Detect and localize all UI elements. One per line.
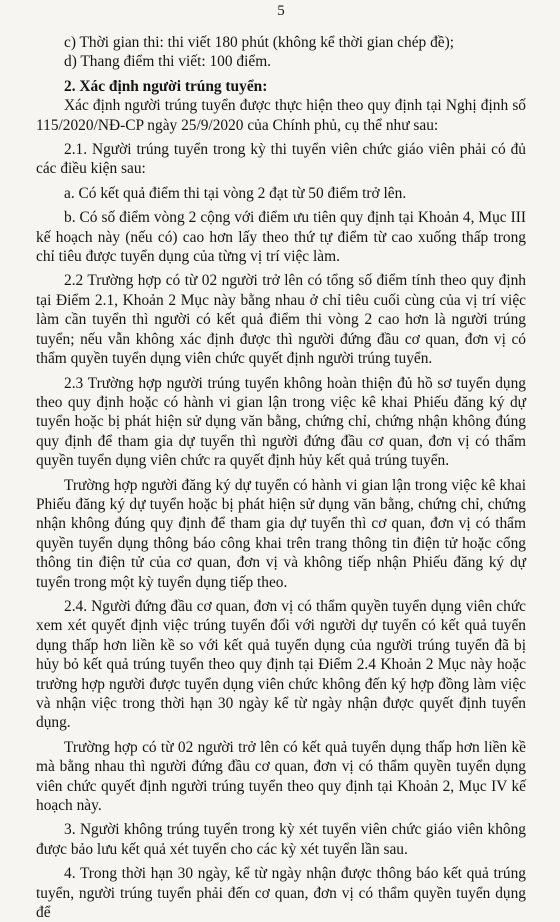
paragraph-2-1-a: a. Có kết quả điểm thi tại vòng 2 đạt từ 50 điểm trở lên. xyxy=(64,184,407,202)
paragraph-2-1: 2.1. Người trúng tuyển trong kỳ thi tuyển viên chức giáo viên phải có đủ các điều kiện sau: xyxy=(36,141,526,178)
paragraph-exam-time: c) Thời gian thi: thi viết 180 phút (không kể thời gian chép đề); xyxy=(64,34,454,51)
paragraph-score-scale: d) Thang điểm thi viết: 100 điểm. xyxy=(64,53,272,71)
page-number: 5 xyxy=(277,3,285,19)
section-heading-2: 2. Xác định người trúng tuyển: xyxy=(64,77,268,95)
paragraph-2-4: 2.4. Người đứng đầu cơ quan, đơn vị có thẩm quyền tuyển dụng viên chức xem xét quyết định việc trúng tuyển đối với người dự tuyển có kết quả tuyển dụng thấp hơn liền kề so với kết quả tuyển dụng của người trúng tuyển đã bị hủy bỏ kết quả trúng tuyển theo quy định tại Điểm 2.4 Khoản 2 Mục này hoặc trường hợp người được tuyển dụng viên chức không đến ký hợp đồng làm việc và nhận việc trong thời hạn 30 ngày kể từ ngày nhận được quyết định tuyển dụng. xyxy=(36,597,526,732)
paragraph-3: 3. Người không trúng tuyển trong kỳ xét tuyển viên chức giáo viên không được bảo lưu kết quả xét tuyển cho các kỳ xét tuyển lần sau. xyxy=(36,821,526,858)
paragraph-2-3-fraud: Trường hợp người đăng ký dự tuyển có hành vi gian lận trong việc kê khai Phiếu đăng ký dự tuyển hoặc bị phát hiện sử dụng văn bằng, chứng chỉ, chứng nhận không đúng quy định để tham gia dự tuyển thì cơ quan, đơn vị có thẩm quyền tuyển dụng thông báo công khai trên trang thông tin điện tử hoặc cổng thông tin điện tử của cơ quan, đơn vị và không tiếp nhận Phiếu đăng ký dự tuyển trong một kỳ tuyển dụng tiếp theo. xyxy=(36,476,526,591)
paragraph-intro: Xác định người trúng tuyển được thực hiện theo quy định tại Nghị định số 115/2020/NĐ-CP ngày 25/9/2020 của Chính phủ, cụ thể như sau: xyxy=(36,97,526,134)
paragraph-4: 4. Trong thời hạn 30 ngày, kể từ ngày nhận được thông báo kết quả trúng tuyển, người trúng tuyển phải đến cơ quan, đơn vị có thẩm quyền tuyển dụng để xyxy=(36,865,526,922)
paragraph-2-2: 2.2 Trường hợp có từ 02 người trở lên có tổng số điểm tính theo quy định tại Điểm 2.1, Khoản 2 Mục này bằng nhau ở chỉ tiêu cuối cùng của vị trí việc làm cần tuyển thì người có kết quả điểm thi vòng 2 cao hơn là người trúng tuyển; nếu vẫn không xác định được thì người đứng đầu cơ quan, đơn vị có thẩm quyền tuyển dụng viên chức quyết định người trúng tuyển. xyxy=(36,272,526,368)
paragraph-2-3: 2.3 Trường hợp người trúng tuyển không hoàn thiện đủ hồ sơ tuyển dụng theo quy định hoặc có hành vi gian lận trong việc kê khai Phiếu đăng ký dự tuyển hoặc bị phát hiện sử dụng văn bằng, chứng chỉ, chứng nhận không đúng quy định để tham gia dự tuyển thì người đứng đầu cơ quan, đơn vị có thẩm quyền tuyển dụng viên chức ra quyết định hủy kết quả trúng tuyển. xyxy=(36,374,526,470)
paragraph-2-1-b: b. Có số điểm vòng 2 cộng với điểm ưu tiên quy định tại Khoản 4, Mục III kế hoạch này (nếu có) cao hơn lấy theo thứ tự điểm từ cao xuống thấp trong chỉ tiêu được tuyển dụng của từng vị trí việc làm. xyxy=(36,209,526,266)
paragraph-2-4-tie: Trường hợp có từ 02 người trở lên có kết quả tuyển dụng thấp hơn liền kề mà bằng nhau thì người đứng đầu cơ quan, đơn vị có thẩm quyền tuyển dụng viên chức quyết định người trúng tuyển theo quy định tại Khoản 2, Mục IV kế hoạch này. xyxy=(36,738,526,815)
